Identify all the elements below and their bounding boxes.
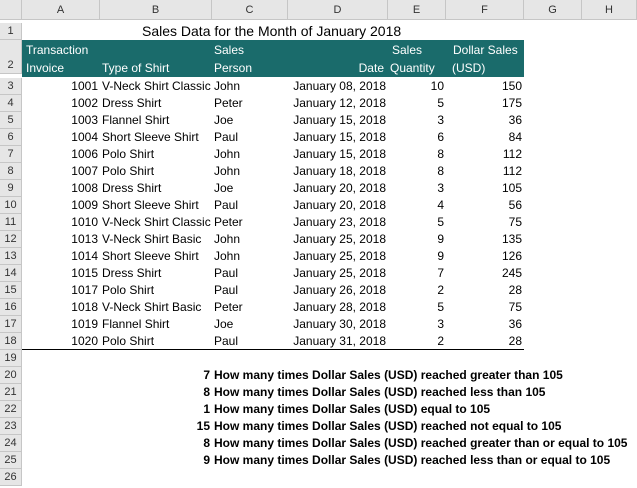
date-cell[interactable]: January 12, 2018 <box>293 96 386 110</box>
quantity-cell[interactable]: 4 <box>437 198 444 212</box>
header-quantity: Quantity <box>390 61 435 75</box>
row-header[interactable]: 7 <box>0 146 22 163</box>
shirt-type-cell[interactable]: Short Sleeve Shirt <box>102 249 199 263</box>
invoice-cell[interactable]: 1006 <box>71 147 98 161</box>
row-header[interactable]: 17 <box>0 316 22 333</box>
shirt-type-cell[interactable]: Flannel Shirt <box>102 317 170 331</box>
row-header[interactable]: 16 <box>0 299 22 316</box>
quantity-cell[interactable]: 2 <box>437 283 444 297</box>
quantity-cell[interactable]: 5 <box>437 96 444 110</box>
invoice-cell[interactable]: 1015 <box>71 266 98 280</box>
date-cell[interactable]: January 20, 2018 <box>293 181 386 195</box>
quantity-cell[interactable]: 8 <box>437 147 444 161</box>
quantity-cell[interactable]: 6 <box>437 130 444 144</box>
summary-count[interactable]: 9 <box>203 453 210 467</box>
row-header[interactable]: 10 <box>0 197 22 214</box>
sheet-title: Sales Data for the Month of January 2018 <box>142 23 402 39</box>
dollar-sales-cell[interactable]: 84 <box>508 130 522 144</box>
row-header[interactable]: 3 <box>0 78 22 95</box>
row-header[interactable]: 11 <box>0 214 22 231</box>
header-date: Date <box>358 61 384 75</box>
row-header[interactable]: 15 <box>0 282 22 299</box>
row-header[interactable]: 21 <box>0 384 22 401</box>
shirt-type-cell[interactable]: Polo Shirt <box>102 164 155 178</box>
row-header[interactable]: 9 <box>0 180 22 197</box>
column-header-a[interactable]: A <box>22 0 100 20</box>
quantity-cell[interactable]: 9 <box>437 232 444 246</box>
shirt-type-cell[interactable]: Short Sleeve Shirt <box>102 130 199 144</box>
summary-count[interactable]: 8 <box>203 385 210 399</box>
row-header[interactable]: 1 <box>0 23 22 40</box>
row-header[interactable]: 4 <box>0 95 22 112</box>
invoice-cell[interactable]: 1018 <box>71 300 98 314</box>
dollar-sales-cell[interactable]: 36 <box>508 113 522 127</box>
invoice-cell[interactable]: 1017 <box>71 283 98 297</box>
table-bottom-border <box>22 349 524 350</box>
summary-count[interactable]: 1 <box>203 402 210 416</box>
row-header[interactable]: 8 <box>0 163 22 180</box>
sales-person-cell[interactable]: Joe <box>214 317 234 331</box>
summary-question[interactable]: How many times Dollar Sales (USD) reached less than 105 <box>214 385 546 399</box>
quantity-cell[interactable]: 7 <box>437 266 444 280</box>
summary-question[interactable]: How many times Dollar Sales (USD) reached greater than or equal to 105 <box>214 436 628 450</box>
date-cell[interactable]: January 30, 2018 <box>293 317 386 331</box>
date-cell[interactable]: January 18, 2018 <box>293 164 386 178</box>
invoice-cell[interactable]: 1010 <box>71 215 98 229</box>
row-header[interactable]: 13 <box>0 248 22 265</box>
row-header[interactable]: 26 <box>0 469 22 486</box>
header-type-of-shirt: Type of Shirt <box>102 61 170 75</box>
sales-person-cell[interactable]: John <box>214 79 241 93</box>
invoice-cell[interactable]: 1008 <box>71 181 98 195</box>
shirt-type-cell[interactable]: Short Sleeve Shirt <box>102 198 199 212</box>
quantity-cell[interactable]: 5 <box>437 215 444 229</box>
sales-person-cell[interactable]: Paul <box>214 130 239 144</box>
row-header[interactable]: 25 <box>0 452 22 469</box>
dollar-sales-cell[interactable]: 245 <box>501 266 522 280</box>
header-invoice: Invoice <box>26 61 65 75</box>
summary-question[interactable]: How many times Dollar Sales (USD) reached less than or equal to 105 <box>214 453 611 467</box>
row-header[interactable]: 18 <box>0 333 22 350</box>
column-header-d[interactable]: D <box>288 0 388 20</box>
invoice-cell[interactable]: 1002 <box>71 96 98 110</box>
column-header-b[interactable]: B <box>100 0 212 20</box>
dollar-sales-cell[interactable]: 75 <box>508 215 522 229</box>
summary-count[interactable]: 7 <box>203 368 210 382</box>
summary-question[interactable]: How many times Dollar Sales (USD) reached not equal to 105 <box>214 419 562 433</box>
summary-question[interactable]: How many times Dollar Sales (USD) equal to 105 <box>214 402 491 416</box>
header-person: Person <box>214 61 253 75</box>
invoice-cell[interactable]: 1013 <box>71 232 98 246</box>
shirt-type-cell[interactable]: Dress Shirt <box>102 181 162 195</box>
shirt-type-cell[interactable]: Polo Shirt <box>102 147 155 161</box>
column-header-h[interactable]: H <box>582 0 637 20</box>
invoice-cell[interactable]: 1001 <box>71 79 98 93</box>
date-cell[interactable]: January 25, 2018 <box>293 266 386 280</box>
row-header[interactable]: 12 <box>0 231 22 248</box>
sales-person-cell[interactable]: Paul <box>214 266 239 280</box>
date-cell[interactable]: January 20, 2018 <box>293 198 386 212</box>
invoice-cell[interactable]: 1009 <box>71 198 98 212</box>
column-header-e[interactable]: E <box>388 0 446 20</box>
sales-person-cell[interactable]: Paul <box>214 283 239 297</box>
date-cell[interactable]: January 15, 2018 <box>293 130 386 144</box>
invoice-cell[interactable]: 1007 <box>71 164 98 178</box>
date-cell[interactable]: January 26, 2018 <box>293 283 386 297</box>
header-sales-qty-line1: Sales <box>392 43 423 57</box>
dollar-sales-cell[interactable]: 112 <box>502 164 522 178</box>
sales-person-cell[interactable]: Paul <box>214 334 239 348</box>
quantity-cell[interactable]: 2 <box>437 334 444 348</box>
dollar-sales-cell[interactable]: 28 <box>508 283 522 297</box>
row-header[interactable]: 23 <box>0 418 22 435</box>
header-usd: (USD) <box>452 61 486 75</box>
invoice-cell[interactable]: 1019 <box>71 317 98 331</box>
sales-person-cell[interactable]: Joe <box>214 113 234 127</box>
row-header[interactable]: 6 <box>0 129 22 146</box>
dollar-sales-cell[interactable]: 105 <box>501 181 522 195</box>
date-cell[interactable]: January 15, 2018 <box>293 147 386 161</box>
dollar-sales-cell[interactable]: 135 <box>501 232 522 246</box>
dollar-sales-cell[interactable]: 36 <box>508 317 522 331</box>
quantity-cell[interactable]: 3 <box>437 113 444 127</box>
shirt-type-cell[interactable]: V-Neck Shirt Basic <box>102 232 202 246</box>
quantity-cell[interactable]: 3 <box>437 181 444 195</box>
date-cell[interactable]: January 25, 2018 <box>293 232 386 246</box>
row-header[interactable]: 2 <box>0 40 22 74</box>
sales-person-cell[interactable]: Peter <box>214 215 243 229</box>
quantity-cell[interactable]: 3 <box>437 317 444 331</box>
sales-person-cell[interactable]: John <box>214 147 241 161</box>
sales-person-cell[interactable]: Joe <box>214 181 234 195</box>
shirt-type-cell[interactable]: Dress Shirt <box>102 266 162 280</box>
date-cell[interactable]: January 28, 2018 <box>293 300 386 314</box>
row-header[interactable]: 20 <box>0 367 22 384</box>
sales-person-cell[interactable]: Peter <box>214 300 243 314</box>
header-dollar-sales: Dollar Sales <box>453 43 518 57</box>
sales-person-cell[interactable]: John <box>214 249 241 263</box>
invoice-cell[interactable]: 1004 <box>71 130 98 144</box>
header-sales: Sales <box>214 43 245 57</box>
column-header-f[interactable]: F <box>446 0 524 20</box>
sales-person-cell[interactable]: John <box>214 232 241 246</box>
row-header[interactable]: 22 <box>0 401 22 418</box>
shirt-type-cell[interactable]: Polo Shirt <box>102 334 155 348</box>
row-header[interactable]: 5 <box>0 112 22 129</box>
summary-question[interactable]: How many times Dollar Sales (USD) reached greater than 105 <box>214 368 563 382</box>
row-header[interactable]: 14 <box>0 265 22 282</box>
invoice-cell[interactable]: 1020 <box>71 334 98 348</box>
row-header[interactable]: 24 <box>0 435 22 452</box>
summary-count[interactable]: 15 <box>196 419 210 433</box>
shirt-type-cell[interactable]: V-Neck Shirt Classic <box>102 79 211 93</box>
summary-count[interactable]: 8 <box>203 436 210 450</box>
dollar-sales-cell[interactable]: 75 <box>508 300 522 314</box>
quantity-cell[interactable]: 9 <box>437 249 444 263</box>
date-cell[interactable]: January 08, 2018 <box>293 79 386 93</box>
quantity-cell[interactable]: 5 <box>437 300 444 314</box>
quantity-cell[interactable]: 8 <box>437 164 444 178</box>
sales-person-cell[interactable]: John <box>214 164 241 178</box>
table-header-band <box>22 40 524 77</box>
column-header-g[interactable]: G <box>524 0 582 20</box>
date-cell[interactable]: January 15, 2018 <box>293 113 386 127</box>
row-header[interactable]: 19 <box>0 350 22 367</box>
dollar-sales-cell[interactable]: 175 <box>501 96 522 110</box>
column-header-c[interactable]: C <box>212 0 288 20</box>
shirt-type-cell[interactable]: Flannel Shirt <box>102 113 170 127</box>
header-transaction: Transaction <box>26 43 89 57</box>
date-cell[interactable]: January 31, 2018 <box>293 334 386 348</box>
date-cell[interactable]: January 25, 2018 <box>293 249 386 263</box>
sales-person-cell[interactable]: Paul <box>214 198 239 212</box>
select-all-corner[interactable] <box>0 0 22 20</box>
shirt-type-cell[interactable]: V-Neck Shirt Classic <box>102 215 211 229</box>
invoice-cell[interactable]: 1003 <box>71 113 98 127</box>
date-cell[interactable]: January 23, 2018 <box>293 215 386 229</box>
shirt-type-cell[interactable]: Polo Shirt <box>102 283 155 297</box>
dollar-sales-cell[interactable]: 28 <box>508 334 522 348</box>
dollar-sales-cell[interactable]: 150 <box>501 79 522 93</box>
quantity-cell[interactable]: 10 <box>430 79 444 93</box>
dollar-sales-cell[interactable]: 126 <box>501 249 522 263</box>
dollar-sales-cell[interactable]: 112 <box>502 147 522 161</box>
shirt-type-cell[interactable]: V-Neck Shirt Basic <box>102 300 202 314</box>
invoice-cell[interactable]: 1014 <box>71 249 98 263</box>
sales-person-cell[interactable]: Peter <box>214 96 243 110</box>
shirt-type-cell[interactable]: Dress Shirt <box>102 96 162 110</box>
dollar-sales-cell[interactable]: 56 <box>508 198 522 212</box>
